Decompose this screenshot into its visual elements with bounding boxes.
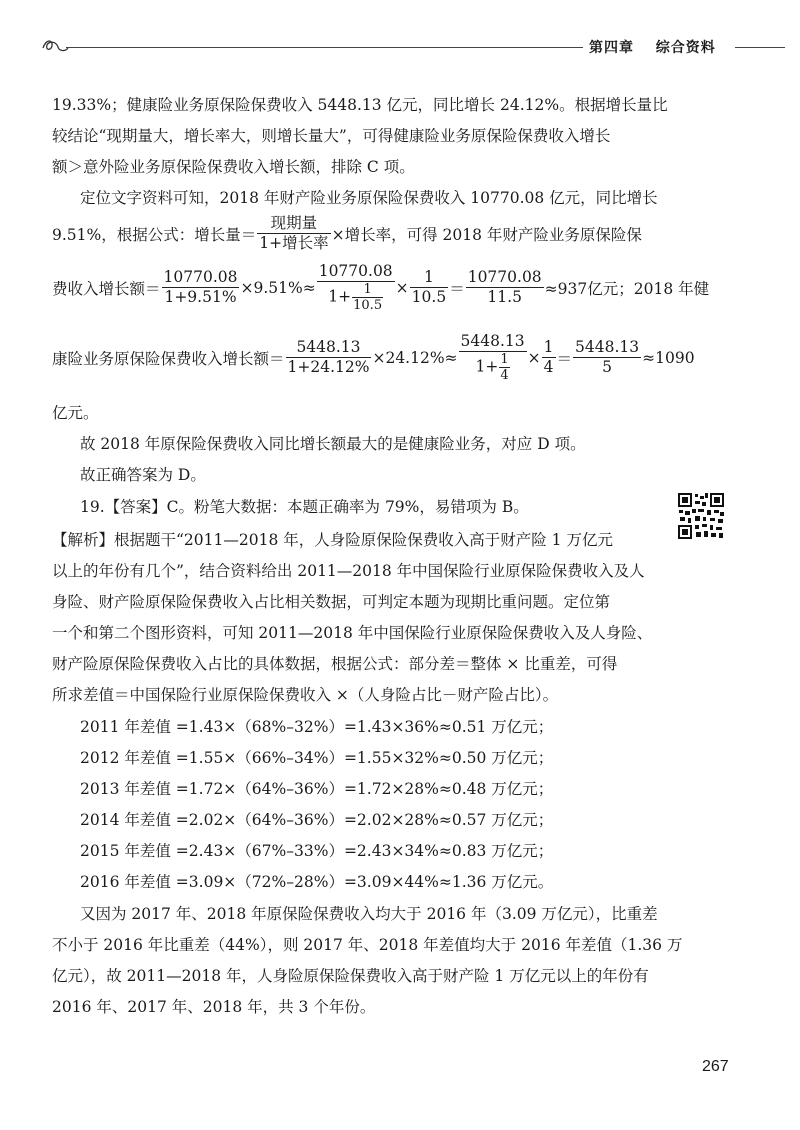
qr-code-icon[interactable] (677, 492, 725, 540)
calc-line: 2011 年差值 =1.43×（68%–32%）=1.43×36%≈0.51 万亿元； (80, 718, 554, 736)
text-line: 一个和第二个图形资料，可知 2011—2018 年中国保险行业原保险保费收入及人身险、 (52, 624, 653, 642)
fraction: $\frac{5448.13}{5}$ (575, 338, 640, 376)
calc-line: 2016 年差值 =3.09×（72%–28%）=3.09×44%≈1.36 万亿元。 (80, 873, 554, 891)
fraction: $\frac{10770.08}{1+9.51\%}$ (163, 268, 238, 306)
text-line: 故正确答案为 D。 (80, 466, 206, 484)
text-line: 以上的年份有几个”，结合资料给出 2011—2018 年中国保险行业原保险保费收入及人 (52, 562, 645, 580)
equation-line-2: 康险业务原保险保费收入增长额＝ $\frac{5448.13}{1+24.12\%}$ ×24.12%≈ 5448.13 1+ $\frac{1}{4}$ × $\frac{1}{4}$ ＝ $\frac{5448.13}{5}$ ≈1090 (52, 332, 695, 383)
calc-line: 2014 年差值 =2.02×（64%–36%）=2.02×28%≈0.57 万亿元； (80, 811, 554, 829)
text-line: 故 2018 年原保险保费收入同比增长额最大的是健康险业务，对应 D 项。 (80, 435, 586, 453)
fraction: 10770.08 1+ $\frac{1}{10.5}$ (318, 262, 393, 313)
header-rule-right (735, 47, 785, 48)
fraction: 5448.13 1+ $\frac{1}{4}$ (460, 332, 525, 383)
calc-line: 2015 年差值 =2.43×（67%–33%）=2.43×34%≈0.83 万亿元； (80, 842, 554, 860)
text-line: 定位文字资料可知，2018 年财产险业务原保险保费收入 10770.08 亿元，同比增长 (80, 189, 658, 207)
text-line: 较结论“现期量大，增长率大，则增长量大”，可得健康险业务原保险保费收入增长 (52, 127, 611, 145)
page-number: 267 (702, 1058, 729, 1075)
text-line: 亿元），故 2011—2018 年，人身险原保险保费收入高于财产险 1 万亿元以上的年份有 (52, 967, 649, 985)
section-label: 综合资料 (655, 40, 716, 56)
text-line: 19.33%；健康险业务原保险保费收入 5448.13 亿元，同比增长 24.12%。根据增长量比 (52, 96, 668, 114)
text-line: 【解析】根据题干“2011—2018 年，人身险原保险保费收入高于财产险 1 万亿元 (52, 531, 613, 549)
formula-line: 9.51%，根据公式：增长量＝ $\frac{\text{现期量}}{\text{1+增长率}}$ ×增长率，可得 2018 年财产险业务原保险保 (52, 214, 642, 252)
fraction: $\frac{1}{10.5}$ (411, 268, 447, 306)
answer-line: 19.【答案】C。粉笔大数据：本题正确率为 79%，易错项为 B。 (80, 498, 529, 516)
header-rule-left (66, 47, 586, 48)
text-line: 不小于 2016 年比重差（44%），则 2017 年、2018 年差值均大于 2016 年差值（1.36 万 (52, 936, 683, 954)
text-line: 亿元。 (52, 404, 99, 422)
text-line: 额＞意外险业务原保险保费收入增长额，排除 C 项。 (52, 158, 415, 176)
fraction: $\frac{1}{4}$ (543, 338, 554, 376)
equation-line-1: 费收入增长额＝ $\frac{10770.08}{1+9.51\%}$ ×9.51%≈ 10770.08 1+ $\frac{1}{10.5}$ × $\frac{1}{10.5}$ ＝ $\frac{10770.08}{11.5}$ ≈937亿元；2018 年健 (52, 262, 710, 313)
text-line: 2016 年、2017 年、2018 年，共 3 个年份。 (52, 998, 376, 1016)
text-line: 又因为 2017 年、2018 年原保险保费收入均大于 2016 年（3.09 万亿元），比重差 (80, 905, 658, 923)
fraction: $\frac{\text{现期量}}{\text{1+增长率}}$ (259, 214, 329, 252)
calc-line: 2012 年差值 =1.55×（66%–34%）=1.55×32%≈0.50 万亿元； (80, 749, 554, 767)
header-title (583, 37, 722, 57)
text-line: 财产险原保险保费收入占比的具体数据，根据公式：部分差＝整体 × 比重差，可得 (52, 655, 618, 673)
header-ornament-icon (40, 36, 70, 56)
fraction: $\frac{5448.13}{1+24.12\%}$ (287, 338, 370, 376)
calc-line: 2013 年差值 =1.72×（64%–36%）=1.72×28%≈0.48 万亿元； (80, 780, 554, 798)
chapter-label: 第四章 (589, 40, 634, 56)
text-line: 所求差值＝中国保险行业原保险保费收入 ×（人身险占比－财产险占比）。 (52, 686, 559, 704)
fraction: $\frac{10770.08}{11.5}$ (467, 268, 542, 306)
text-line: 身险、财产险原保险保费收入占比相关数据，可判定本题为现期比重问题。定位第 (52, 593, 611, 611)
